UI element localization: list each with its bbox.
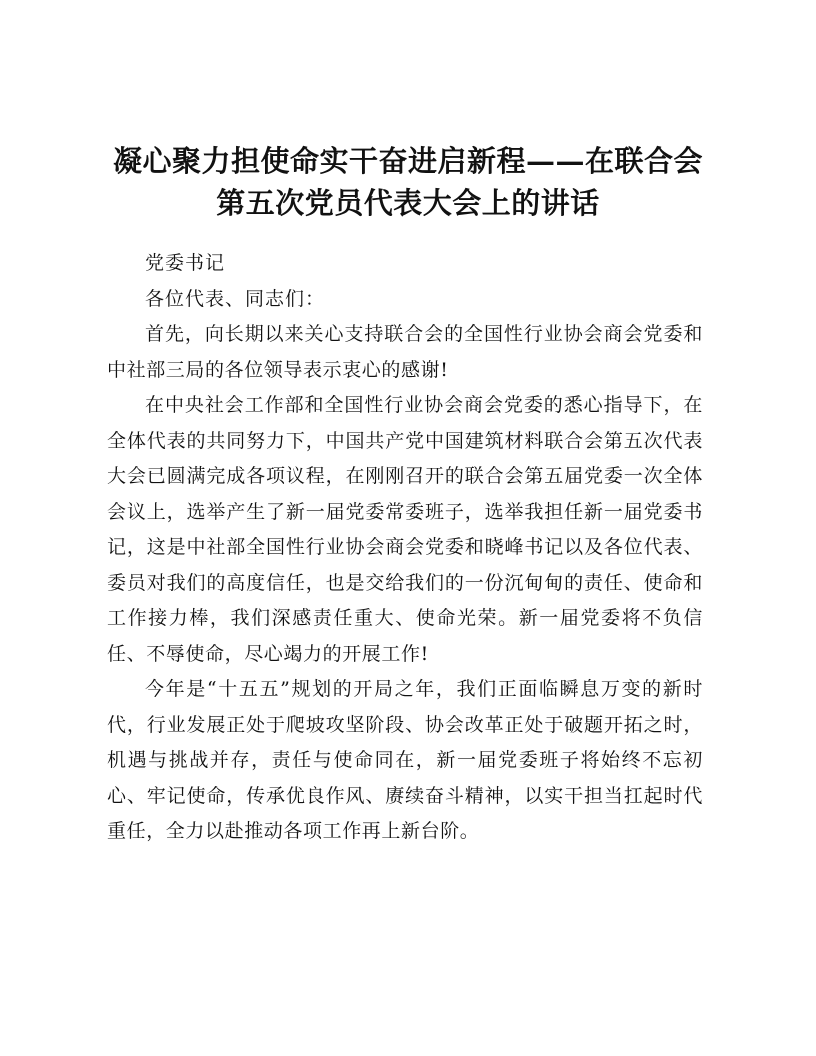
document-body: [107, 246, 703, 850]
title-line-2: 第五次党员代表大会上的讲话: [216, 186, 600, 220]
paragraph-outlook: 今年是“十五五”规划的开局之年，我们正面临瞬息万变的新时代，行业发展正处于爬坡攻坚阶段、协会改革正处于破题开拓之时，机遇与挑战并存，责任与使命同在，新一届党委班子将始终不忘初心、牢记使命，传承优良作风、赓续奋斗精神，以实干担当扛起时代重任，全力以赴推动各项工作再上新台阶。: [107, 678, 703, 842]
title-line-1: 凝心聚力担使命实干奋进启新程——在联合会: [112, 144, 703, 178]
paragraph-thanks: 首先，向长期以来关心支持联合会的全国性行业协会商会党委和中社部三局的各位领导表示衷心的感谢!: [107, 323, 703, 381]
paragraph-election: 在中央社会工作部和全国性行业协会商会党委的悉心指导下，在全体代表的共同努力下，中国共产党中国建筑材料联合会第五次代表大会已圆满完成各项议程，在刚刚召开的联合会第五届党委一次全体会议上，选举产生了新一届党委常委班子，选举我担任新一届党委书记，这是中社部全国性行业协会商会党委和晓峰书记以及各位代表、委员对我们的高度信任，也是交给我们的一份沉甸甸的责任、使命和工作接力棒，我们深感责任重大、使命光荣。新一届党委将不负信任、不辱使命，尽心竭力的开展工作!: [107, 394, 703, 665]
document-title: [96, 140, 720, 224]
speaker-line: 党委书记: [145, 252, 226, 274]
salutation-line: 各位代表、同志们：: [145, 287, 326, 310]
